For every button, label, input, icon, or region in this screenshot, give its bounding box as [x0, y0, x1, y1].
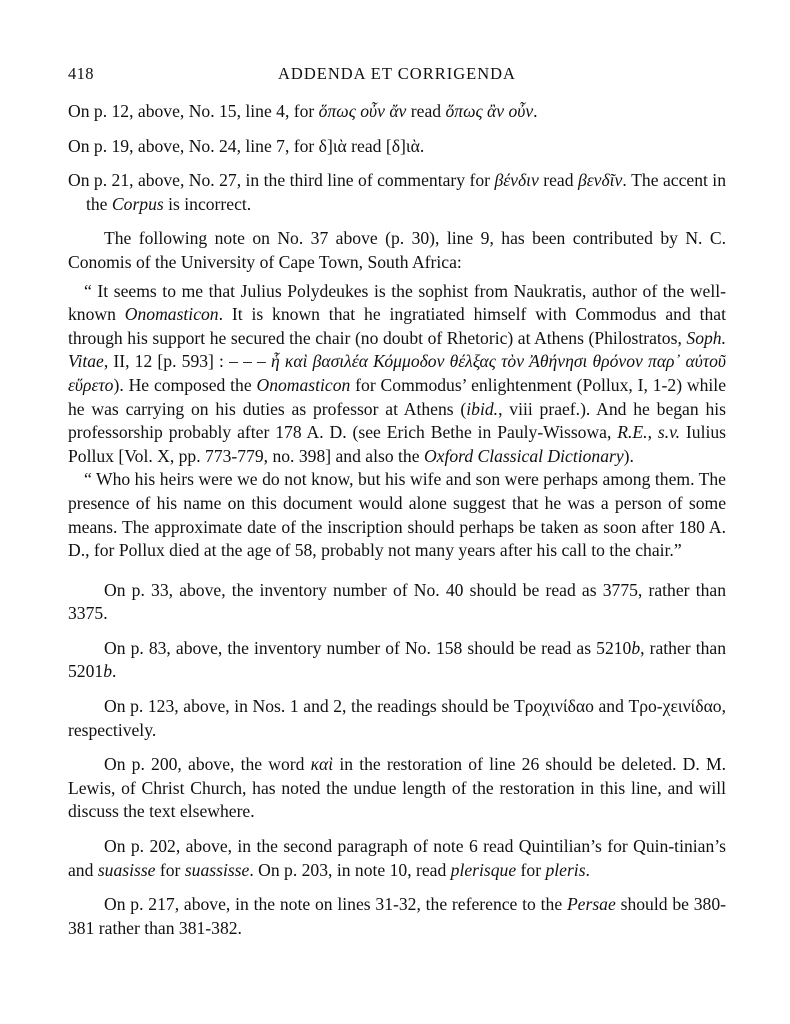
correction-p200: On p. 200, above, the word καὶ in the restoration of line 26 should be deleted. D. M. Lewis, of Christ Church, has noted the undue length of the restoration in this line, and will discuss the text elsewhere.: [68, 754, 726, 822]
correction-p12: On p. 12, above, No. 15, line 4, for ὅπως οὖν ἄν read ὅπως ἂν οὖν.: [68, 101, 538, 121]
page-body: [68, 100, 726, 951]
correction-p21: On p. 21, above, No. 27, in the third line of commentary for βένδιν read βενδῖν. The accent in the Corpus is incorrect.: [68, 170, 726, 214]
quote-paragraph-1: “ It seems to me that Julius Polydeukes is the sophist from Naukratis, author of the well-known Onomasticon. It is known that he ingratiated himself with Commodus and that through his support he secured the chair (no doubt of Rhetoric) at Athens (Philostratos, Soph. Vitae, II, 12 [p. 593] : – – – ἧ καὶ βασιλέα Κόμμοδον θέλξας τὸν Ἀθήνησι θρόνον παρ᾽ αὐτοῦ εὕρετο). He composed the Onomasticon for Commodus’ enlightenment (Pollux, I, 1-2) while he was carrying on his duties as professor at Athens (ibid., viii praef.). And he began his professorship probably after 178 A. D. (see Erich Bethe in Pauly-Wissowa, R.E., s.v. Iulius Pollux [Vol. X, pp. 773-779, no. 398] and also the Oxford Classical Dictionary).: [68, 280, 726, 466]
greek-wrong: ὅπως οὖν ἄν: [318, 101, 407, 121]
greek-right: [δ]ιὰ: [385, 135, 420, 156]
correction-p217: On p. 217, above, in the note on lines 31-32, the reference to the Persae should be 380-381 rather than 381-382.: [68, 894, 726, 938]
greek-right: βενδῖν: [577, 170, 623, 191]
correction-p83: On p. 83, above, the inventory number of No. 158 should be read as 5210b, rather than 5201b.: [68, 637, 726, 682]
greek-reading-2: Τρο-χεινίδαο: [628, 696, 722, 717]
page-number: 418: [68, 64, 94, 83]
greek-quotation: ἧ καὶ βασιλέα Κόμμοδον θέλξας τὸν Ἀθήνησι θρόνον παρ᾽ αὐτοῦ εὕρετο: [68, 351, 726, 395]
greek-wrong: βένδιν: [494, 170, 539, 191]
intro-note: The following note on No. 37 above (p. 30), line 9, has been contributed by N. C. Conomis of the University of Cape Town, South Africa:: [68, 228, 726, 272]
greek-reading-1: Τροχινίδαο: [514, 696, 594, 717]
correction-p19: On p. 19, above, No. 24, line 7, for δ]ιὰ read [δ]ιὰ.: [68, 135, 425, 156]
greek-wrong: δ]ιὰ: [318, 135, 347, 156]
correction-p202: On p. 202, above, in the second paragraph of note 6 read Quintilian’s for Quin-tinian’s and suasisse for suassisse. On p. 203, in note 10, read plerisque for pleris.: [68, 836, 726, 880]
greek-word: καὶ: [310, 754, 334, 775]
quote-paragraph-2: “ Who his heirs were we do not know, but his wife and son were perhaps among them. The presence of his name on this document would alone suggest that he was a person of some means. The approximate date of the inscription should perhaps be taken as soon after 180 A. D., for Pollux died at the age of 58, probably not many years after his call to the chair.”: [68, 469, 726, 561]
correction-p123: On p. 123, above, in Nos. 1 and 2, the readings should be Τροχινίδαο and Τρο-χεινίδαο, respectively.: [68, 696, 726, 740]
running-head: ADDENDA ET CORRIGENDA: [278, 64, 516, 83]
greek-right: ὅπως ἂν οὖν: [445, 101, 534, 121]
correction-p33: On p. 33, above, the inventory number of No. 40 should be read as 3775, rather than 3375.: [68, 579, 726, 624]
